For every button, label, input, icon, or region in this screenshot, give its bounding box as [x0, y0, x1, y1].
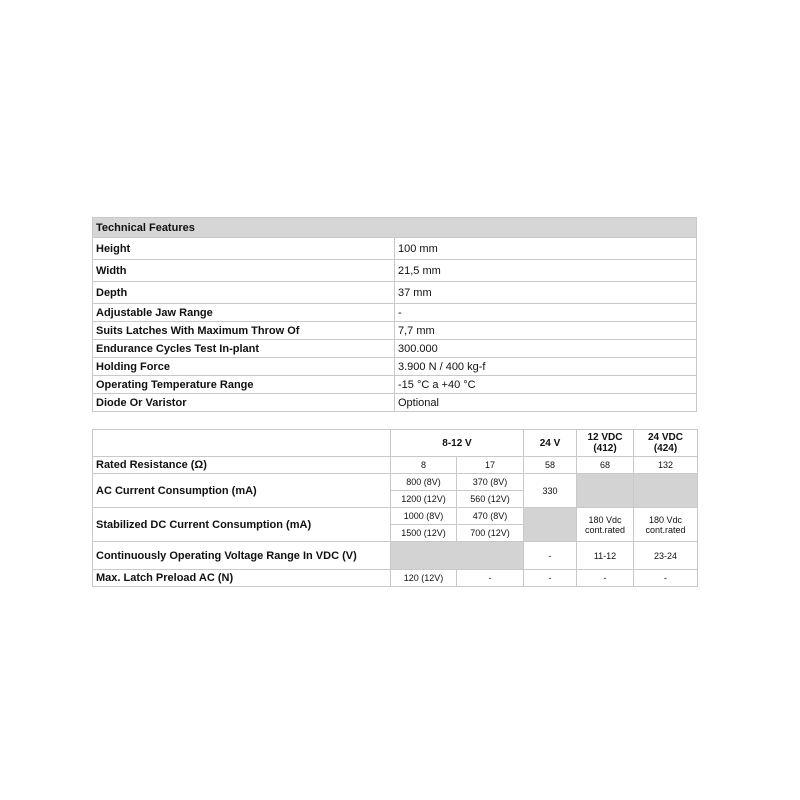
row-value: 21,5 mm — [395, 260, 697, 282]
cell: 8 — [391, 457, 457, 474]
row-label: Depth — [93, 282, 395, 304]
row-value: 100 mm — [395, 238, 697, 260]
row-value: 7,7 mm — [395, 322, 697, 340]
cell: 800 (8V) — [391, 474, 457, 491]
cell-line: 180 Vdc — [588, 514, 622, 525]
cell: 11-12 — [577, 542, 634, 570]
section-title: Technical Features — [93, 218, 697, 238]
row-label: Continuously Operating Voltage Range In VDC (V) — [93, 542, 391, 570]
column-header-24v: 24 V — [524, 430, 577, 457]
table-row — [93, 322, 697, 340]
cell — [577, 508, 634, 542]
empty-cell — [391, 542, 524, 570]
cell: 58 — [524, 457, 577, 474]
row-value: - — [395, 304, 697, 322]
header-row — [93, 430, 698, 457]
row-label: Diode Or Varistor — [93, 394, 395, 412]
row-label: Suits Latches With Maximum Throw Of — [93, 322, 395, 340]
table-row — [93, 260, 697, 282]
row-value: 300.000 — [395, 340, 697, 358]
row-value: Optional — [395, 394, 697, 412]
row-value: -15 °C a +40 °C — [395, 376, 697, 394]
row-label: Width — [93, 260, 395, 282]
table-row — [93, 340, 697, 358]
header-line: 24 VDC — [647, 432, 683, 443]
cell: 470 (8V) — [457, 508, 524, 525]
row-label: Endurance Cycles Test In-plant — [93, 340, 395, 358]
column-header-8-12v: 8-12 V — [391, 430, 524, 457]
header-line: (412) — [593, 443, 617, 454]
row-label: Stabilized DC Current Consumption (mA) — [93, 508, 391, 542]
row-label: Holding Force — [93, 358, 395, 376]
table-row — [93, 508, 698, 525]
cell: 17 — [457, 457, 524, 474]
table-row — [93, 358, 697, 376]
cell: - — [577, 570, 634, 587]
row-value: 37 mm — [395, 282, 697, 304]
row-label: AC Current Consumption (mA) — [93, 474, 391, 508]
cell: - — [524, 570, 577, 587]
cell: 560 (12V) — [457, 491, 524, 508]
cell-line: cont.rated — [584, 524, 626, 535]
row-label: Height — [93, 238, 395, 260]
cell-line: cont.rated — [645, 524, 686, 535]
cell: - — [457, 570, 524, 587]
cell: 330 — [524, 474, 577, 508]
row-label: Rated Resistance (Ω) — [93, 457, 391, 474]
technical-features-table — [92, 217, 697, 412]
table-row — [93, 304, 697, 322]
table-row — [93, 474, 698, 491]
column-header-12vdc — [577, 430, 634, 457]
cell: - — [634, 570, 698, 587]
table-row — [93, 282, 697, 304]
cell: 23-24 — [634, 542, 698, 570]
cell: 132 — [634, 457, 698, 474]
table-row — [93, 542, 698, 570]
row-value: 3.900 N / 400 kg-f — [395, 358, 697, 376]
cell — [634, 508, 698, 542]
empty-cell — [634, 474, 698, 508]
empty-cell — [524, 508, 577, 542]
cell: 1000 (8V) — [391, 508, 457, 525]
cell: 68 — [577, 457, 634, 474]
cell: 370 (8V) — [457, 474, 524, 491]
table-row — [93, 376, 697, 394]
empty-cell — [577, 474, 634, 508]
cell: 120 (12V) — [391, 570, 457, 587]
table-row — [93, 238, 697, 260]
cell: - — [524, 542, 577, 570]
cell-line: 180 Vdc — [648, 514, 683, 525]
row-label: Operating Temperature Range — [93, 376, 395, 394]
column-header-24vdc — [634, 430, 698, 457]
cell: 1500 (12V) — [391, 525, 457, 542]
table-row — [93, 394, 697, 412]
table-row — [93, 570, 698, 587]
header-line: (424) — [653, 443, 678, 454]
cell: 1200 (12V) — [391, 491, 457, 508]
spec-sheet — [92, 217, 697, 587]
row-label: Max. Latch Preload AC (N) — [93, 570, 391, 587]
electrical-specs-table — [92, 429, 698, 587]
header-empty-cell — [93, 430, 391, 457]
cell: 700 (12V) — [457, 525, 524, 542]
row-label: Adjustable Jaw Range — [93, 304, 395, 322]
table-row — [93, 457, 698, 474]
header-line: 12 VDC — [587, 432, 623, 443]
